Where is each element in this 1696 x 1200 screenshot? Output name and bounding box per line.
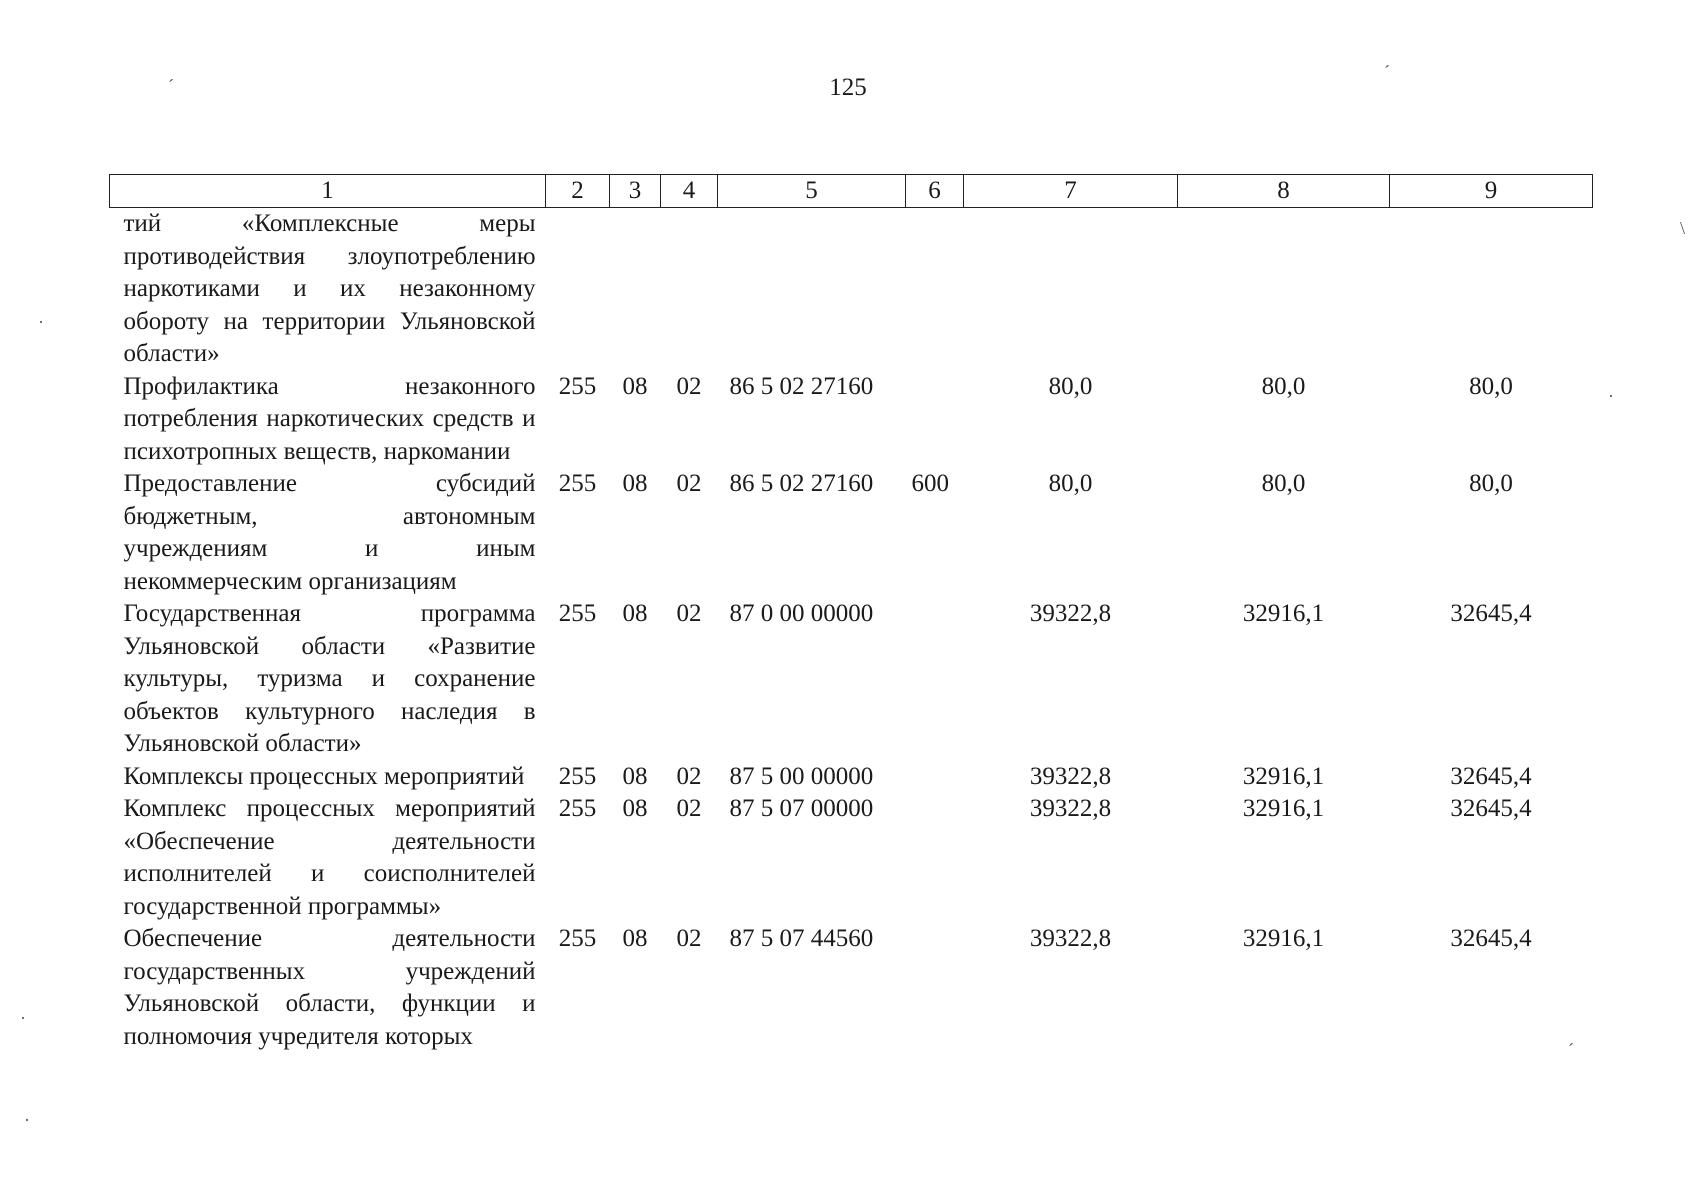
cell-section: 08	[622, 795, 648, 822]
cell-amount-7: 39322,8	[1029, 762, 1112, 790]
cell-ministry: 255	[558, 372, 597, 400]
cell-section: 08	[622, 372, 648, 400]
scan-mark: ·	[24, 1110, 30, 1130]
cell-amount-8	[1178, 208, 1390, 371]
cell-subsection: 02	[676, 372, 702, 400]
cell-amount-9: 32645,4	[1450, 925, 1532, 952]
cell-amount-9	[1390, 208, 1593, 371]
col-header-4: 4	[661, 175, 718, 208]
cell-amount-7: 39322,8	[1029, 925, 1112, 952]
cell-ministry: 255	[558, 795, 597, 822]
cell-target-article: 86 5 02 27160	[729, 372, 874, 400]
row-name: Предоставление субсидий бюджетным, автономным учреждениям и иным некоммерческим организациям	[123, 470, 536, 595]
cell-expense-type	[906, 761, 964, 794]
cell-ministry: 255	[558, 762, 597, 790]
cell-amount-9: 32645,4	[1450, 600, 1532, 627]
cell-amount-8: 80,0	[1261, 372, 1306, 400]
cell-amount-9: 80,0	[1469, 470, 1513, 497]
table-row	[110, 371, 1593, 469]
cell-amount-8: 80,0	[1261, 470, 1306, 497]
cell-section: 08	[622, 925, 648, 952]
table-body	[110, 208, 1593, 1054]
table-row	[110, 468, 1593, 598]
cell-amount-8: 32916,1	[1242, 762, 1325, 790]
cell-expense-type	[906, 208, 964, 371]
cell-amount-7: 80,0	[1048, 372, 1093, 400]
cell-target-article: 87 5 00 00000	[729, 762, 874, 790]
row-name: тий «Комплексные меры противодействия злоупотреблению наркотиками и их незаконному обороту на территории Ульяновской области»	[123, 210, 536, 367]
col-header-8: 8	[1178, 175, 1390, 208]
cell-target-article: 87 5 07 44560	[729, 925, 874, 952]
cell-target-article	[718, 208, 906, 371]
cell-subsection: 02	[676, 795, 702, 822]
cell-amount-8: 32916,1	[1242, 600, 1325, 627]
cell-amount-8: 32916,1	[1242, 795, 1325, 822]
table-row	[110, 208, 1593, 371]
cell-expense-type	[906, 598, 964, 761]
cell-subsection: 02	[676, 925, 702, 952]
scan-mark: ˊ	[168, 76, 174, 96]
cell-expense-type	[906, 793, 964, 923]
col-header-2: 2	[546, 175, 610, 208]
cell-subsection: 02	[676, 762, 702, 790]
scan-mark: ·	[38, 312, 44, 332]
cell-amount-9: 32645,4	[1450, 762, 1532, 790]
cell-amount-7: 39322,8	[1029, 795, 1112, 822]
col-header-6: 6	[906, 175, 964, 208]
cell-amount-9: 32645,4	[1450, 795, 1532, 822]
cell-ministry: 255	[558, 470, 597, 497]
header-row	[110, 175, 1593, 208]
col-header-7: 7	[964, 175, 1178, 208]
cell-target-article: 87 0 00 00000	[729, 600, 874, 627]
cell-ministry: 255	[558, 600, 597, 627]
cell-amount-7: 39322,8	[1029, 600, 1112, 627]
table-row	[110, 761, 1593, 794]
cell-target-article: 87 5 07 00000	[729, 795, 874, 822]
cell-section: 08	[622, 600, 648, 627]
cell-ministry: 255	[558, 925, 597, 952]
scan-mark: ·	[1608, 386, 1614, 406]
cell-expense-type	[906, 371, 964, 469]
table-row	[110, 598, 1593, 761]
row-name: Комплекс процессных мероприятий «Обеспечение деятельности исполнителей и соисполнителей государственной программы»	[123, 795, 536, 920]
page-number: 125	[829, 74, 867, 101]
cell-section	[610, 208, 661, 371]
col-header-3: 3	[610, 175, 661, 208]
cell-subsection: 02	[676, 470, 702, 497]
cell-amount-7	[964, 208, 1178, 371]
scan-mark: \	[1680, 218, 1686, 238]
row-name: Профилактика незаконного потребления наркотических средств и психотропных веществ, наркомании	[123, 372, 536, 465]
col-header-9: 9	[1390, 175, 1593, 208]
col-header-5: 5	[718, 175, 906, 208]
cell-amount-9: 80,0	[1469, 372, 1513, 400]
scan-mark: ·	[20, 1008, 26, 1028]
table-header	[110, 175, 1593, 208]
cell-section: 08	[622, 470, 648, 497]
table-row	[110, 793, 1593, 923]
row-name: Государственная программа Ульяновской области «Развитие культуры, туризма и сохранение объектов культурного наследия в Ульяновской области»	[123, 600, 536, 757]
row-name: Комплексы процессных мероприятий	[123, 762, 525, 790]
scan-mark: ˊ	[1568, 1040, 1574, 1060]
table-row	[110, 923, 1593, 1053]
cell-section: 08	[622, 762, 648, 790]
cell-target-article: 86 5 02 27160	[729, 470, 874, 497]
cell-expense-type	[906, 923, 964, 1053]
cell-subsection	[661, 208, 718, 371]
cell-amount-7: 80,0	[1048, 470, 1093, 497]
cell-expense-type: 600	[911, 470, 949, 497]
col-header-1: 1	[110, 175, 546, 208]
row-name: Обеспечение деятельности государственных учреждений Ульяновской области, функции и полномочия учредителя которых	[123, 925, 536, 1050]
budget-table	[109, 174, 1593, 1053]
cell-ministry	[546, 208, 610, 371]
cell-amount-8: 32916,1	[1242, 925, 1325, 952]
scan-mark: ˊ	[1384, 62, 1390, 82]
cell-subsection: 02	[676, 600, 702, 627]
